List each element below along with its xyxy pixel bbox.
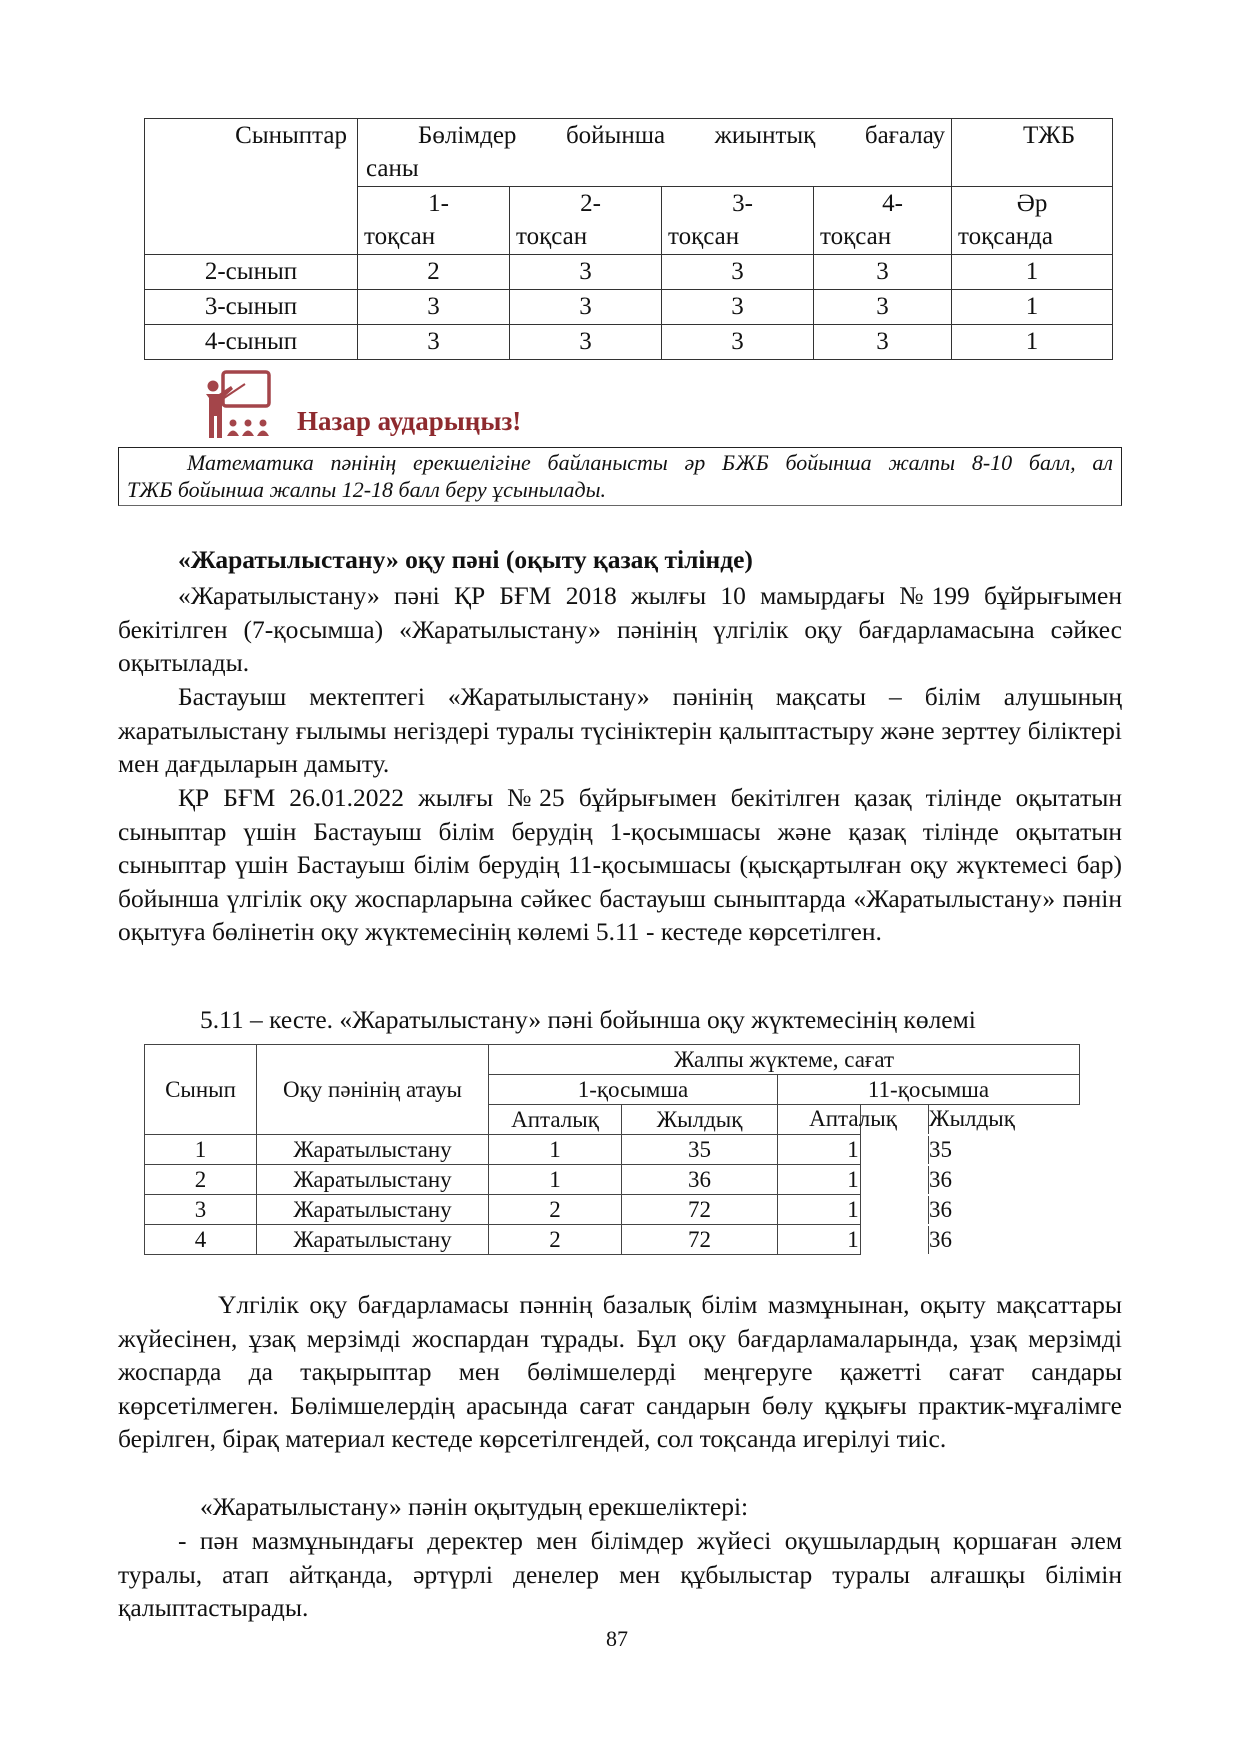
table-caption: 5.11 – кесте. «Жаратылыстану» пәні бойынша оқу жүктемесінің көлемі — [200, 1005, 976, 1034]
cell: 3 — [662, 290, 814, 325]
header-yearly: Жылдық — [929, 1106, 1015, 1131]
note-box — [118, 447, 1122, 506]
header-tjb: ТЖБ — [952, 119, 1113, 187]
cell: 2 — [358, 255, 510, 290]
cell: 3 — [662, 255, 814, 290]
assessment-count-table — [144, 118, 1113, 360]
header-appendix-11: 11-қосымша — [778, 1075, 1080, 1105]
cell-class: 3 — [145, 1195, 257, 1225]
cell-subject: Жаратылыстану — [257, 1195, 489, 1225]
table-row — [145, 325, 1113, 360]
cell: 1 — [489, 1135, 622, 1165]
cell-split — [778, 1225, 952, 1255]
header-total-load: Жалпы жүктеме, сағат — [489, 1045, 1080, 1075]
cell-split — [778, 1135, 952, 1165]
table-row — [145, 1225, 1080, 1255]
header-yearly: Жылдық — [622, 1105, 778, 1135]
cell-split — [778, 1195, 952, 1225]
table-row — [145, 1165, 1080, 1195]
cell: 1 — [778, 1136, 929, 1164]
note-line-1: Математика пәнінің ерекшелігіне байланысты әр БЖБ бойынша жалпы 8-10 балл, ал — [187, 450, 1113, 475]
cell: 35 — [929, 1136, 952, 1162]
header-subject: Оқу пәнінің атауы — [257, 1045, 489, 1135]
cell: 1 — [778, 1166, 929, 1194]
cell: 3 — [814, 325, 952, 360]
cell: 3 — [662, 325, 814, 360]
cell: 36 — [622, 1165, 778, 1195]
cell: 3 — [510, 325, 662, 360]
cell: 3 — [358, 325, 510, 360]
paragraph: ҚР БҒМ 26.01.2022 жылғы №25 бұйрығымен бекітілген қазақ тілінде оқытатын сыныптар үшін Бастауыш білім берудің 1-қосымшасы және қазақ тілінде оқытатын сыныптар үшін Бастауыш білім берудің 11-қосымшасы (қысқартылған оқу жүктемесі бар) бойынша үлгілік оқу жоспарларына сәйкес бастауыш сыныптарда «Жаратылыстану» пәнін оқытуға бөлінетін оқу жүктемесінің көлемі 5.11 - кестеде көрсетілген. — [118, 783, 1122, 947]
cell: 72 — [622, 1195, 778, 1225]
table-row — [145, 290, 1113, 325]
cell: 3 — [510, 290, 662, 325]
header-weekly: Апталық — [778, 1105, 929, 1134]
cell-split — [778, 1165, 952, 1195]
cell: 72 — [622, 1225, 778, 1255]
cell: 1 — [489, 1165, 622, 1195]
cell-subject: Жаратылыстану — [257, 1165, 489, 1195]
features-heading: «Жаратылыстану» пәнін оқытудың ерекшеліктері: — [200, 1492, 749, 1521]
cell: 1 — [952, 255, 1113, 290]
attention-title: Назар аударыңыз! — [297, 406, 522, 436]
cell: 2 — [489, 1225, 622, 1255]
section-heading: «Жаратылыстану» оқу пәні (оқыту қазақ тілінде) — [178, 545, 753, 574]
cell: 2 — [489, 1195, 622, 1225]
row-class: 2-сынып — [145, 255, 358, 290]
cell: 35 — [622, 1135, 778, 1165]
cell-class: 4 — [145, 1225, 257, 1255]
cell-class: 1 — [145, 1135, 257, 1165]
subheader-quarter-2: 2- тоқсан — [510, 187, 662, 255]
paragraph: «Жаратылыстану» пәні ҚР БҒМ 2018 жылғы 10 мамырдағы №199 бұйрығымен бекітілген (7-қосымша) «Жаратылыстану» пәнінің үлгілік оқу бағдарламасына сәйкес оқытылады. — [118, 581, 1122, 678]
paragraph: Үлгілік оқу бағдарламасы пәннің базалық білім мазмұнынан, оқыту мақсаттары жүйесінен, ұзақ мерзімді жоспардан тұрады. Бұл оқу бағдарламаларында, ұзақ мерзімді жоспарда да тақырыптар мен бөлімшелерді меңгеруге қажетті сағат сандары көрсетілмеген. Бөлімшелердің арасында сағат сандарын бөлу құқығы практик-мұғалімге берілген, бірақ материал кестеде көрсетілгендей, сол тоқсанда игерілуі тиіс. — [118, 1290, 1122, 1454]
cell-class: 2 — [145, 1165, 257, 1195]
cell: 1 — [778, 1196, 929, 1224]
row-class: 4-сынып — [145, 325, 358, 360]
header-weekly: Апталық — [489, 1105, 622, 1135]
cell: 1 — [952, 325, 1113, 360]
subheader-quarter-1: 1- тоқсан — [358, 187, 510, 255]
cell: 3 — [510, 255, 662, 290]
cell: 3 — [358, 290, 510, 325]
note-line-2: ТЖБ бойынша жалпы 12-18 балл беру ұсынылады. — [127, 477, 606, 502]
cell: 36 — [929, 1166, 952, 1192]
table-row — [145, 1135, 1080, 1165]
header-group-line2: саны — [366, 155, 419, 182]
subheader-each-quarter: Әр тоқсанда — [952, 187, 1113, 255]
header-appendix-1: 1-қосымша — [489, 1075, 778, 1105]
subheader-quarter-4: 4- тоқсан — [814, 187, 952, 255]
table-row — [145, 1195, 1080, 1225]
cell: 36 — [929, 1226, 952, 1252]
subheader-quarter-3: 3- тоқсан — [662, 187, 814, 255]
cell: 36 — [929, 1196, 952, 1222]
header-classes: Сыныптар — [145, 119, 358, 255]
cell: 3 — [814, 290, 952, 325]
header-group-line1: Бөлімдер бойынша жиынтық бағалау — [418, 122, 946, 149]
bullet-item: - пән мазмұнындағы деректер мен білімдер жүйесі оқушылардың қоршаған әлем туралы, атап айтқанда, әртүрлі денелер мен құбылыстар туралы алғашқы білімін қалыптастырады. — [118, 1526, 1122, 1623]
cell: 1 — [778, 1226, 929, 1254]
cell: 1 — [952, 290, 1113, 325]
teacher-presentation-icon — [203, 370, 275, 440]
header-class: Сынып — [145, 1045, 257, 1135]
header-section-assessment — [358, 119, 952, 187]
cell-subject: Жаратылыстану — [257, 1135, 489, 1165]
header-yearly-weekly-split — [778, 1105, 1015, 1135]
cell: 3 — [814, 255, 952, 290]
study-load-table — [144, 1044, 1080, 1255]
page-number: 87 — [606, 1626, 628, 1651]
table-row — [145, 255, 1113, 290]
row-class: 3-сынып — [145, 290, 358, 325]
paragraph: Бастауыш мектептегі «Жаратылыстану» пәнінің мақсаты – білім алушының жаратылыстану ғылымы негіздері туралы түсініктерін қалыптастыру және зерттеу біліктері мен дағдыларын дамыту. — [118, 682, 1122, 779]
cell-subject: Жаратылыстану — [257, 1225, 489, 1255]
